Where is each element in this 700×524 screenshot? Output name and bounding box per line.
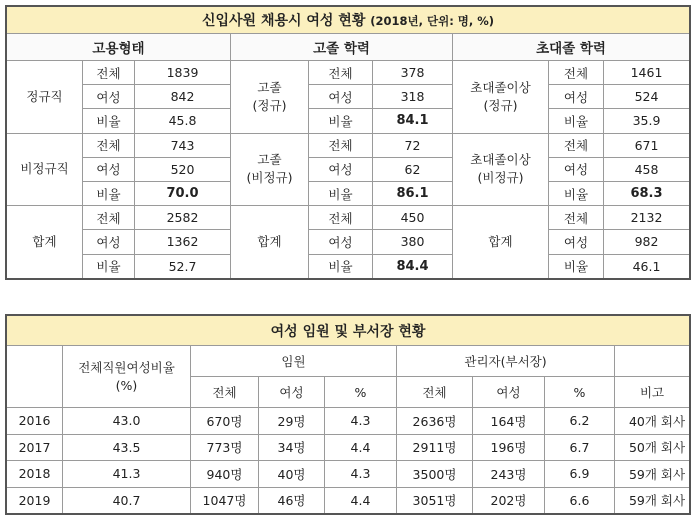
category-label: 정규직	[7, 61, 83, 134]
metric-value: 671	[604, 133, 690, 157]
ratio-header	[63, 346, 191, 408]
metric-label: 여성	[309, 230, 373, 254]
table1-row	[7, 61, 690, 85]
table1-row	[7, 85, 690, 109]
table2-row	[7, 487, 690, 514]
year-cell: 2019	[7, 487, 63, 514]
new-hire-women-table	[6, 6, 690, 279]
metric-label: 여성	[83, 157, 135, 181]
metric-value: 62	[373, 157, 453, 181]
note-cell: 59개 회사	[615, 487, 690, 514]
metric-label: 전체	[309, 61, 373, 85]
manager-header: 관리자(부서장)	[397, 346, 615, 377]
mgr-female-cell: 196명	[473, 434, 545, 461]
year-cell: 2016	[7, 408, 63, 435]
table2-row	[7, 434, 690, 461]
exec-female-cell: 40명	[259, 461, 325, 488]
exec-female-cell: 46명	[259, 487, 325, 514]
category-label: 합계	[231, 206, 309, 279]
mgr-total-cell: 2636명	[397, 408, 473, 435]
metric-value: 2582	[135, 206, 231, 230]
table1-row	[7, 133, 690, 157]
exec-header: 임원	[191, 346, 397, 377]
metric-label: 전체	[83, 206, 135, 230]
metric-label: 전체	[83, 61, 135, 85]
note-cell: 40개 회사	[615, 408, 690, 435]
mgr-total-header: 전체	[397, 377, 473, 408]
year-cell: 2018	[7, 461, 63, 488]
category-label: 고졸 (비정규)	[231, 133, 309, 206]
metric-value: 1461	[604, 61, 690, 85]
metric-label: 전체	[83, 133, 135, 157]
table1-row	[7, 206, 690, 230]
metric-label: 여성	[549, 85, 604, 109]
metric-value: 982	[604, 230, 690, 254]
table1-subtitle: (2018년, 단위: 명, %)	[370, 14, 495, 28]
metric-label: 비율	[549, 181, 604, 205]
mgr-pct-cell: 6.6	[545, 487, 615, 514]
metric-value: 84.1	[373, 109, 453, 133]
metric-value: 2132	[604, 206, 690, 230]
ratio-cell: 41.3	[63, 461, 191, 488]
metric-value: 35.9	[604, 109, 690, 133]
metric-value: 1839	[135, 61, 231, 85]
metric-label: 비율	[549, 109, 604, 133]
mgr-pct-cell: 6.9	[545, 461, 615, 488]
metric-label: 비율	[309, 254, 373, 278]
metric-value: 378	[373, 61, 453, 85]
note-cell: 50개 회사	[615, 434, 690, 461]
table1-row	[7, 157, 690, 181]
table1-row	[7, 230, 690, 254]
metric-value: 842	[135, 85, 231, 109]
table1-title	[7, 7, 690, 34]
section-college: 초대졸 학력	[453, 34, 690, 61]
note-header: 비고	[615, 377, 690, 408]
mgr-pct-cell: 6.2	[545, 408, 615, 435]
mgr-total-cell: 2911명	[397, 434, 473, 461]
metric-label: 전체	[309, 206, 373, 230]
exec-total-cell: 1047명	[191, 487, 259, 514]
metric-value: 318	[373, 85, 453, 109]
exec-total-cell: 670명	[191, 408, 259, 435]
metric-value: 524	[604, 85, 690, 109]
ratio-cell: 40.7	[63, 487, 191, 514]
exec-female-header: 여성	[259, 377, 325, 408]
mgr-total-cell: 3500명	[397, 461, 473, 488]
table1-row	[7, 109, 690, 133]
metric-label: 여성	[549, 230, 604, 254]
metric-value: 52.7	[135, 254, 231, 278]
metric-value: 45.8	[135, 109, 231, 133]
metric-value: 743	[135, 133, 231, 157]
metric-value: 520	[135, 157, 231, 181]
metric-label: 전체	[549, 206, 604, 230]
year-cell: 2017	[7, 434, 63, 461]
metric-label: 전체	[549, 61, 604, 85]
metric-label: 전체	[309, 133, 373, 157]
table1-row	[7, 254, 690, 278]
exec-total-cell: 773명	[191, 434, 259, 461]
women-executives-table	[6, 315, 690, 514]
metric-label: 여성	[549, 157, 604, 181]
metric-label: 여성	[83, 85, 135, 109]
exec-pct-cell: 4.4	[325, 487, 397, 514]
mgr-female-header: 여성	[473, 377, 545, 408]
exec-total-cell: 940명	[191, 461, 259, 488]
section-employment-type: 고용형태	[7, 34, 231, 61]
metric-value: 458	[604, 157, 690, 181]
table2-row	[7, 461, 690, 488]
metric-label: 비율	[549, 254, 604, 278]
metric-label: 여성	[309, 85, 373, 109]
exec-total-header: 전체	[191, 377, 259, 408]
category-label: 초대졸이상 (정규)	[453, 61, 549, 134]
metric-value: 84.4	[373, 254, 453, 278]
metric-value: 450	[373, 206, 453, 230]
mgr-female-cell: 202명	[473, 487, 545, 514]
metric-label: 여성	[309, 157, 373, 181]
ratio-cell: 43.0	[63, 408, 191, 435]
category-label: 비정규직	[7, 133, 83, 206]
metric-label: 비율	[309, 109, 373, 133]
section-high-school: 고졸 학력	[231, 34, 453, 61]
table1-row	[7, 181, 690, 205]
metric-label: 여성	[83, 230, 135, 254]
category-label: 합계	[7, 206, 83, 279]
table2-row	[7, 408, 690, 435]
ratio-cell: 43.5	[63, 434, 191, 461]
metric-label: 비율	[83, 181, 135, 205]
metric-label: 비율	[83, 109, 135, 133]
metric-label: 비율	[309, 181, 373, 205]
metric-value: 72	[373, 133, 453, 157]
exec-pct-cell: 4.3	[325, 408, 397, 435]
category-label: 합계	[453, 206, 549, 279]
note-cell: 59개 회사	[615, 461, 690, 488]
mgr-pct-cell: 6.7	[545, 434, 615, 461]
table1-title-text: 신입사원 채용시 여성 현황	[201, 13, 366, 29]
mgr-total-cell: 3051명	[397, 487, 473, 514]
exec-pct-header: %	[325, 377, 397, 408]
category-label: 고졸 (정규)	[231, 61, 309, 134]
year-header-blank	[7, 346, 63, 408]
note-header-blank	[615, 346, 690, 377]
metric-value: 70.0	[135, 181, 231, 205]
exec-female-cell: 34명	[259, 434, 325, 461]
ratio-header-text: 전체직원여성비율 (%)	[78, 359, 175, 393]
metric-value: 1362	[135, 230, 231, 254]
metric-label: 비율	[83, 254, 135, 278]
metric-value: 68.3	[604, 181, 690, 205]
metric-label: 전체	[549, 133, 604, 157]
mgr-pct-header: %	[545, 377, 615, 408]
exec-female-cell: 29명	[259, 408, 325, 435]
category-label: 초대졸이상 (비정규)	[453, 133, 549, 206]
metric-value: 380	[373, 230, 453, 254]
metric-value: 86.1	[373, 181, 453, 205]
table2-title: 여성 임원 및 부서장 현황	[7, 316, 690, 346]
mgr-female-cell: 164명	[473, 408, 545, 435]
exec-pct-cell: 4.3	[325, 461, 397, 488]
mgr-female-cell: 243명	[473, 461, 545, 488]
exec-pct-cell: 4.4	[325, 434, 397, 461]
metric-value: 46.1	[604, 254, 690, 278]
